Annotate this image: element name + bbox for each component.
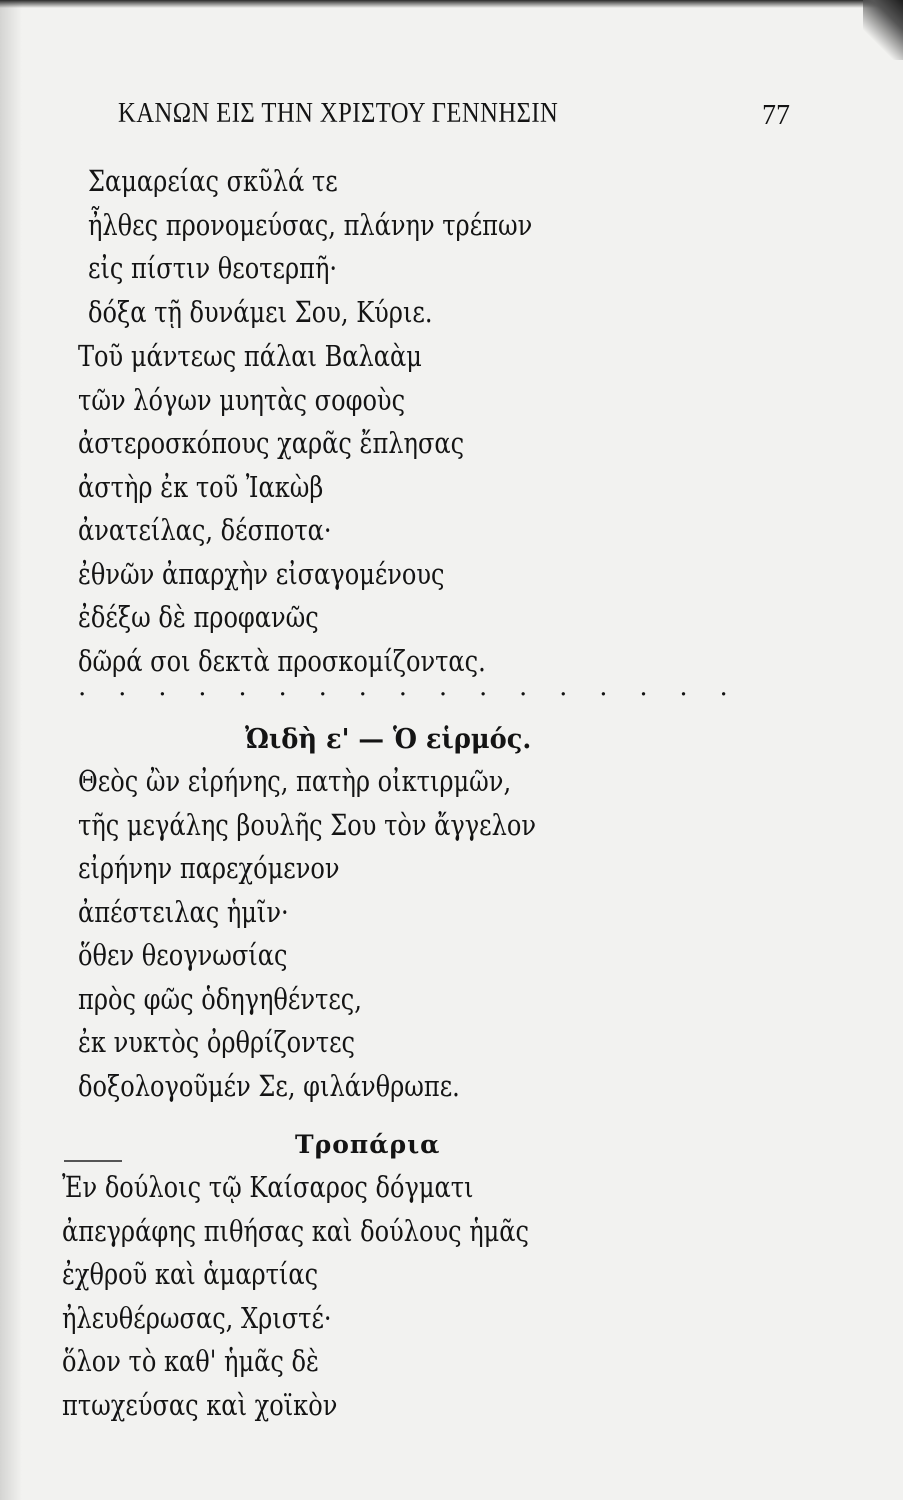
verse-line: τῶν λόγων μυητὰς σοφοὺς: [78, 382, 406, 417]
verse-line: ἀνατείλας, δέσποτα·: [78, 513, 332, 547]
verse-line: ἐχθροῦ καὶ ἁμαρτίας: [62, 1257, 319, 1291]
separator-dot: .: [679, 672, 688, 702]
verse-line: πτωχεύσας καὶ χοϊκὸν: [62, 1387, 338, 1422]
verse-line: ἀστεροσκόπους χαρᾶς ἔπλησας: [78, 426, 465, 460]
separator-dot: .: [158, 672, 167, 702]
verse-line: πρὸς φῶς ὁδηγηθέντες,: [78, 981, 362, 1016]
verse-line: εἰς πίστιν θεοτερπῆ·: [88, 251, 338, 285]
verse-line: δόξα τῇ δυνάμει Σου, Κύριε.: [88, 294, 433, 329]
verse-line: Τοῦ μάντεως πάλαι Βαλαὰμ: [78, 339, 422, 373]
stanza-heirmos: [78, 760, 630, 1108]
running-head-title: ΚΑΝΩΝ ΕΙΣ ΤΗΝ ΧΡΙΣΤΟΥ ΓΕΝΝΗΣΙΝ: [118, 98, 559, 129]
ode-heading: Ὠιδὴ ε' — Ὁ εἱρμός.: [245, 724, 532, 755]
separator-dot: .: [478, 672, 488, 702]
page-curl-corner: [863, 0, 903, 60]
page-edge-top: [0, 0, 903, 8]
separator-dot: .: [519, 672, 528, 702]
verse-line: ἐδέξω δὲ προφανῶς: [78, 600, 319, 634]
verse-line: ἦλθες προνομεύσας, πλάνην τρέπων: [88, 207, 533, 242]
stanza-samaria: [88, 160, 623, 334]
verse-line: ἐκ νυκτὸς ὀρθρίζοντες: [78, 1025, 356, 1059]
verse-line: δῶρά σοι δεκτὰ προσκομίζοντας.: [78, 643, 486, 678]
verse-line: τῆς μεγάλης βουλῆς Σου τὸν ἄγγελον: [78, 807, 537, 842]
verse-line: ὅλον τὸ καθ' ἡμᾶς δὲ: [62, 1344, 319, 1378]
separator-dot: .: [198, 672, 207, 702]
verse-line: Θεὸς ὢν εἰρήνης, πατὴρ οἰκτιρμῶν,: [78, 764, 512, 798]
verse-line: ἐθνῶν ἀπαρχὴν εἰσαγομένους: [78, 556, 445, 591]
verse-line: ἀπεγράφης πιθήσας καὶ δούλους ἡμᾶς: [62, 1213, 530, 1248]
verse-line: ὅθεν θεογνωσίας: [78, 938, 288, 972]
verse-line: Ἐν δούλοις τῷ Καίσαρος δόγματι: [62, 1170, 474, 1204]
margin-rule-mark: [64, 1160, 122, 1162]
separator-dot: .: [358, 672, 367, 702]
separator-dot: .: [599, 672, 608, 702]
dotted-separator: [78, 672, 728, 702]
separator-dot: .: [78, 672, 87, 702]
stanza-balaam: [78, 335, 569, 683]
separator-dot: .: [438, 672, 448, 702]
verse-line: ἀστὴρ ἐκ τοῦ Ἰακὼβ: [78, 469, 324, 504]
verse-line: Σαμαρείας σκῦλά τε: [88, 164, 338, 198]
verse-line: δοξολογοῦμέν Σε, φιλάνθρωπε.: [78, 1068, 460, 1103]
stanza-troparion: [62, 1166, 625, 1427]
separator-dot: .: [719, 672, 728, 702]
verse-line: ἠλευθέρωσας, Χριστέ·: [62, 1300, 332, 1335]
verse-line: ἀπέστειλας ἡμῖν·: [78, 894, 289, 929]
page-shadow-left: [0, 0, 22, 1500]
verse-line: εἰρήνην παρεχόμενον: [78, 851, 340, 885]
separator-dot: .: [639, 672, 648, 702]
separator-dot: .: [559, 672, 568, 702]
separator-dot: .: [118, 672, 127, 702]
separator-dot: .: [398, 672, 408, 702]
troparia-heading: Τροπάρια: [295, 1130, 441, 1159]
separator-dot: .: [318, 672, 327, 702]
page-number: 77: [762, 100, 790, 131]
separator-dot: .: [238, 672, 247, 702]
separator-dot: .: [278, 672, 287, 702]
